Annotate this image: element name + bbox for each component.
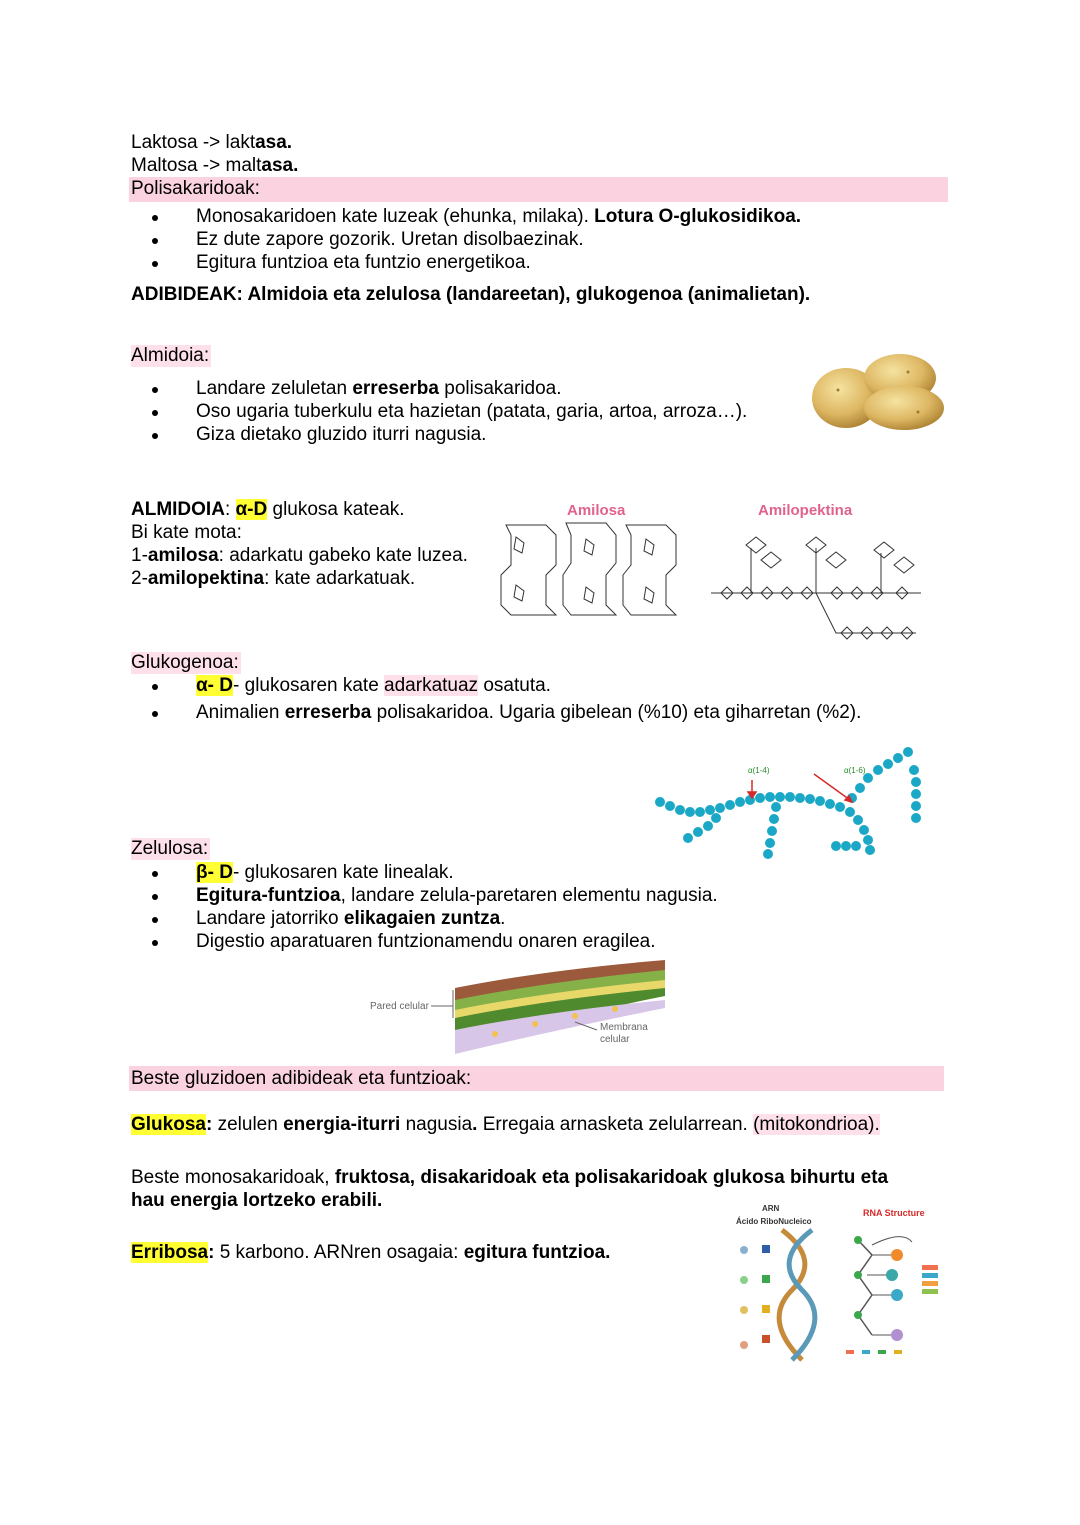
adibideak-line: ADIBIDEAK: Almidoia eta zelulosa (landareetan), glukogenoa (animalietan). (131, 284, 811, 305)
potato-image (808, 350, 944, 432)
polisakaridoak-item-2: Ez dute zapore gozorik. Uretan disolbaezinak. (196, 229, 584, 250)
arn-subtitle: Ácido RiboNucleico (736, 1217, 812, 1226)
glukogenoa-item-2: Animalien erreserba polisakaridoa. Ugaria gibelean (%10) eta giharretan (%2). (196, 702, 862, 723)
erribosa-line: Erribosa: 5 karbono. ARNren osagaia: egitura funtzioa. (131, 1242, 611, 1263)
almidoia-heading: Almidoia: (131, 345, 210, 366)
amilopektina-line: 2-amilopektina: kate adarkatuak. (131, 568, 416, 589)
rna-structure (846, 1236, 938, 1354)
arn-helix (740, 1230, 815, 1360)
bullet-icon (152, 917, 158, 923)
pared-celular-label: Pared celular (370, 1001, 429, 1012)
zelulosa-item-4: Digestio aparatuaren funtzionamendu onaren eragilea. (196, 931, 656, 952)
almidoia-item-2: Oso ugaria tuberkulu eta hazietan (patata, garia, artoa, arroza…). (196, 401, 748, 422)
amilosa-helix (501, 523, 676, 615)
bullet-icon (152, 894, 158, 900)
polisakaridoak-item-1: Monosakaridoen kate luzeak (ehunka, milaka). Lotura O-glukosidikoa. (196, 206, 802, 227)
zelulosa-item-2: Egitura-funtzioa, landare zelula-paretaren elementu nagusia. (196, 885, 718, 906)
bullet-icon (152, 387, 158, 393)
bullet-icon (152, 711, 158, 717)
bullet-icon (152, 410, 158, 416)
glukogenoa-item-1: α- D- glukosaren kate adarkatuaz osatuta. (196, 675, 551, 696)
glukogenoa-heading: Glukogenoa: (131, 652, 239, 673)
amilosa-line: 1-amilosa: adarkatu gabeko kate luzea. (131, 545, 468, 566)
almidoia-item-1: Landare zeluletan erreserba polisakaridoa. (196, 378, 562, 399)
amilosa-label: Amilosa (567, 502, 626, 519)
polisakaridoak-item-3: Egitura funtzioa eta funtzio energetikoa. (196, 252, 531, 273)
polisakaridoak-heading: Polisakaridoak: (131, 178, 260, 199)
cell-wall-illustration (365, 960, 675, 1055)
bullet-icon (152, 871, 158, 877)
kate-mota-line: Bi kate mota: (131, 522, 242, 543)
alpha-1-6-label: α(1-6) (844, 766, 866, 775)
beste-energia-line: hau energia lortzeko erabili. (131, 1190, 383, 1211)
bullet-icon (152, 215, 158, 221)
amilopektina-branches (711, 537, 921, 639)
zelulosa-heading: Zelulosa: (131, 838, 209, 859)
maltosa-line: Maltosa -> maltasa. (131, 155, 299, 176)
bullet-icon (152, 261, 158, 267)
membrana-label-2: celular (600, 1034, 630, 1045)
bullet-icon (152, 238, 158, 244)
membrana-label-1: Membrana (600, 1022, 648, 1033)
bullet-icon (152, 940, 158, 946)
rna-structure-title: RNA Structure (863, 1208, 925, 1218)
bullet-icon (152, 684, 158, 690)
starch-structure-diagram (496, 515, 946, 665)
glycogen-beads (655, 747, 921, 859)
zelulosa-item-1: β- D- glukosaren kate linealak. (196, 862, 454, 883)
beste-heading: Beste gluzidoen adibideak eta funtzioak: (131, 1068, 472, 1089)
bullet-icon (152, 433, 158, 439)
beste-monosakaridoak-line: Beste monosakaridoak, fruktosa, disakaridoak eta polisakaridoak glukosa bihurtu eta (131, 1167, 889, 1188)
almidoia-item-3: Giza dietako gluzido iturri nagusia. (196, 424, 487, 445)
alpha-1-4-label: α(1-4) (748, 766, 770, 775)
almidoia-kateak-line: ALMIDOIA: α-D glukosa kateak. (131, 499, 405, 520)
amilopektina-label: Amilopektina (758, 502, 853, 519)
glukosa-line: Glukosa: zelulen energia-iturri nagusia. Erregaia arnasketa zelularrean. (mitokondrioa). (131, 1114, 880, 1135)
zelulosa-item-3: Landare jatorriko elikagaien zuntza. (196, 908, 506, 929)
arn-diagram (722, 1200, 947, 1375)
glycogen-chain-diagram (652, 740, 924, 864)
arn-title: ARN (762, 1204, 780, 1213)
laktosa-line: Laktosa -> laktasa. (131, 132, 293, 153)
